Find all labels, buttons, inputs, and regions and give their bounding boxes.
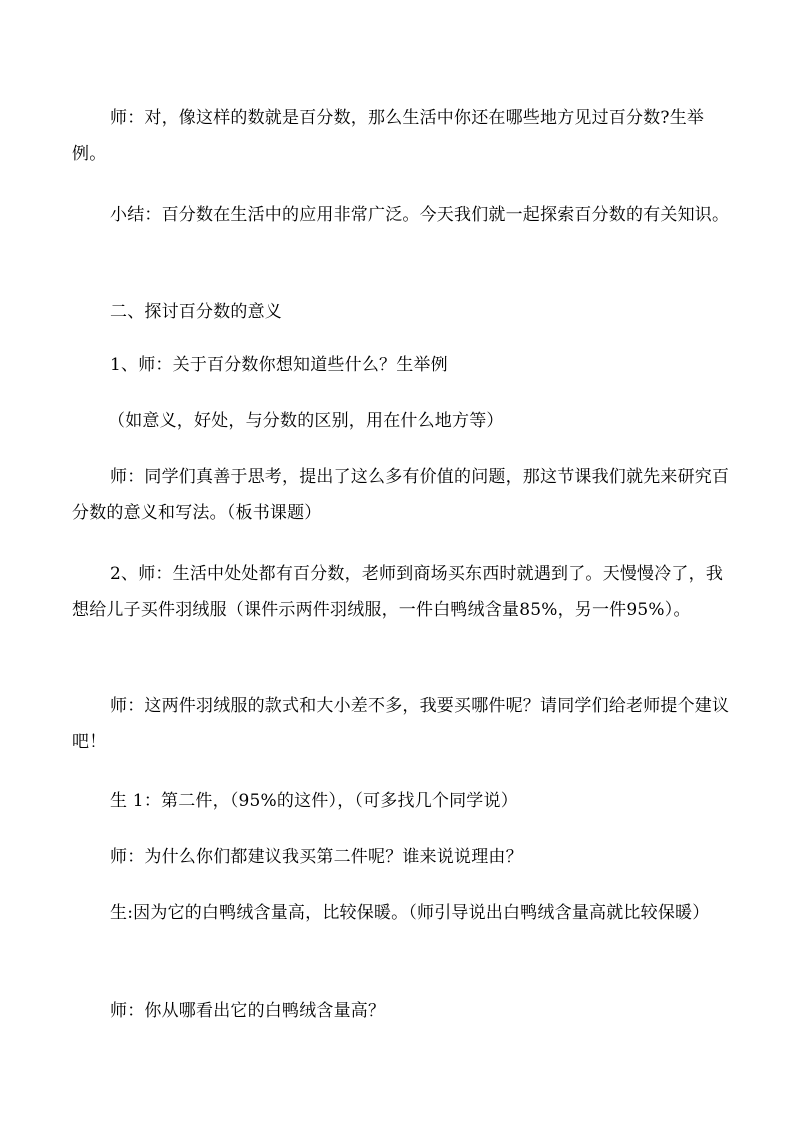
paragraph-4: （如意义，好处，与分数的区别，用在什么地方等） (108, 411, 504, 431)
paragraph-1: 师：对，像这样的数就是百分数，那么生活中你还在哪些地方见过百分数?生举例。 (72, 108, 705, 164)
paragraph-9: 师：为什么你们都建议我买第二件呢？谁来说说理由？ (110, 847, 523, 867)
paragraph-10: 生:因为它的白鸭绒含量高，比较保暖。（师引导说出白鸭绒含量高就比较保暖） (110, 903, 710, 923)
paragraph-8: 生 1：第二件，（95%的这件），（可多找几个同学说） (110, 791, 518, 811)
paragraph-5: 师：同学们真善于思考，提出了这么多有价值的问题，那这节课我们就先来研究百分数的意义和写法。（板书课题） (72, 467, 730, 523)
paragraph-6: 2、师：生活中处处都有百分数，老师到商场买东西时就遇到了。天慢慢冷了，我想给儿子买件羽绒服（课件示两件羽绒服，一件白鸭绒含量85%，另一件95%）。 (72, 564, 724, 620)
paragraph-7: 师：这两件羽绒服的款式和大小差不多，我要买哪件呢？请同学们给老师提个建议吧！ (72, 696, 730, 752)
section-heading-2: 二、探讨百分数的意义 (110, 302, 282, 322)
paragraph-11: 师：你从哪看出它的白鸭绒含量高？ (110, 1001, 386, 1021)
paragraph-3: 1、师：关于百分数你想知道些什么？生举例 (110, 355, 448, 375)
paragraph-2: 小结：百分数在生活中的应用非常广泛。今天我们就一起探索百分数的有关知识。 (110, 205, 730, 225)
